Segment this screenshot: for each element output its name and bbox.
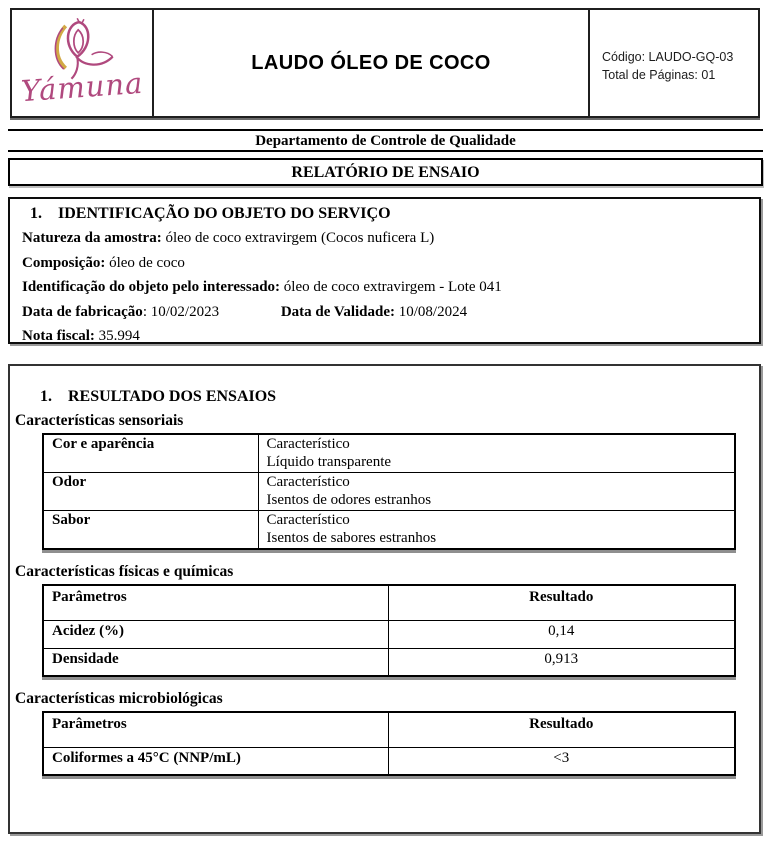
- physchem-title: Características físicas e químicas: [15, 563, 234, 580]
- sample-nature-line: [22, 226, 749, 251]
- sensory-result-cell: [258, 473, 735, 511]
- identification-section: [8, 197, 761, 344]
- fabrication-date-value: : 10/02/2023: [142, 303, 220, 320]
- sensory-result-line1: Característico: [266, 436, 350, 452]
- sample-nature-value: óleo de coco extravirgem (Cocos nuficera L): [161, 230, 435, 246]
- sensory-param-cell: Cor e aparência: [43, 434, 258, 473]
- invoice-line: [22, 324, 749, 349]
- validity-date-value: 10/08/2024: [395, 303, 468, 320]
- table-row: [43, 648, 735, 676]
- fabrication-date-label: Data de fabricação: [22, 303, 143, 320]
- result-cell: <3: [388, 747, 735, 775]
- composition-value: óleo de coco: [105, 254, 185, 271]
- identification-heading: [30, 205, 749, 223]
- physchem-table: [42, 584, 736, 677]
- object-identification-value: óleo de coco extravirgem - Lote 041: [280, 279, 502, 295]
- sensory-result-line2: Líquido transparente: [266, 453, 392, 470]
- department-banner: Departamento de Controle de Qualidade: [8, 129, 763, 152]
- logo-cell: [12, 10, 154, 116]
- results-heading: [40, 388, 759, 406]
- table-row: [43, 747, 735, 775]
- document-code: Código: LAUDO-GQ-03: [602, 50, 734, 64]
- result-header-cell: Resultado: [388, 585, 735, 620]
- dates-line: [22, 300, 749, 325]
- report-banner: RELATÓRIO DE ENSAIO: [8, 158, 763, 186]
- sensory-result-line1: Característico: [266, 474, 350, 490]
- composition-label: Composição:: [22, 254, 106, 271]
- invoice-value: 35.994: [94, 328, 140, 344]
- param-cell: Acidez (%): [43, 620, 388, 648]
- composition-line: [22, 251, 749, 276]
- sensory-result-cell: [258, 434, 735, 473]
- micro-title: Características microbiológicas: [15, 690, 223, 707]
- result-cell: 0,913: [388, 648, 735, 676]
- validity-date-label: Data de Validade:: [280, 303, 396, 320]
- sensory-result-line2: Isentos de sabores estranhos: [266, 529, 437, 546]
- sensory-result-line1: Característico: [266, 512, 350, 528]
- page-title: LAUDO ÓLEO DE COCO: [251, 51, 491, 74]
- sensory-result-line2: Isentos de odores estranhos: [266, 491, 432, 508]
- table-header-row: [43, 585, 735, 620]
- object-identification-label: Identificação do objeto pelo interessado:: [22, 279, 281, 295]
- code-cell: [590, 10, 758, 116]
- logo-wordmark: Yámuna: [19, 65, 145, 109]
- table-row: [43, 620, 735, 648]
- table-row: [43, 473, 735, 511]
- sensory-result-cell: [258, 511, 735, 550]
- sample-nature-label: Natureza da amostra:: [22, 230, 162, 246]
- sensory-param-cell: Sabor: [43, 511, 258, 550]
- total-pages: Total de Páginas: 01: [602, 68, 716, 82]
- validity-date-group: [281, 300, 467, 325]
- result-cell: 0,14: [388, 620, 735, 648]
- micro-table: [42, 711, 736, 776]
- identification-heading-text: IDENTIFICAÇÃO DO OBJETO DO SERVIÇO: [58, 205, 391, 222]
- invoice-label: Nota fiscal:: [22, 328, 95, 344]
- params-header-cell: Parâmetros: [43, 585, 388, 620]
- params-header-cell: Parâmetros: [43, 712, 388, 747]
- header-table: [10, 8, 760, 118]
- table-header-row: [43, 712, 735, 747]
- param-cell: Coliformes a 45°C (NNP/mL): [43, 747, 388, 775]
- results-heading-number: 1.: [40, 388, 52, 405]
- results-heading-text: RESULTADO DOS ENSAIOS: [68, 388, 277, 405]
- table-row: [43, 434, 735, 473]
- results-section: [8, 364, 761, 834]
- param-cell: Densidade: [43, 648, 388, 676]
- sensory-param-cell: Odor: [43, 473, 258, 511]
- title-cell: [154, 10, 590, 116]
- identification-heading-number: 1.: [30, 205, 42, 222]
- object-identification-line: [22, 275, 749, 300]
- result-header-cell: Resultado: [388, 712, 735, 747]
- sensory-table: [42, 433, 736, 550]
- sensory-title: Características sensoriais: [15, 412, 184, 429]
- table-row: [43, 511, 735, 550]
